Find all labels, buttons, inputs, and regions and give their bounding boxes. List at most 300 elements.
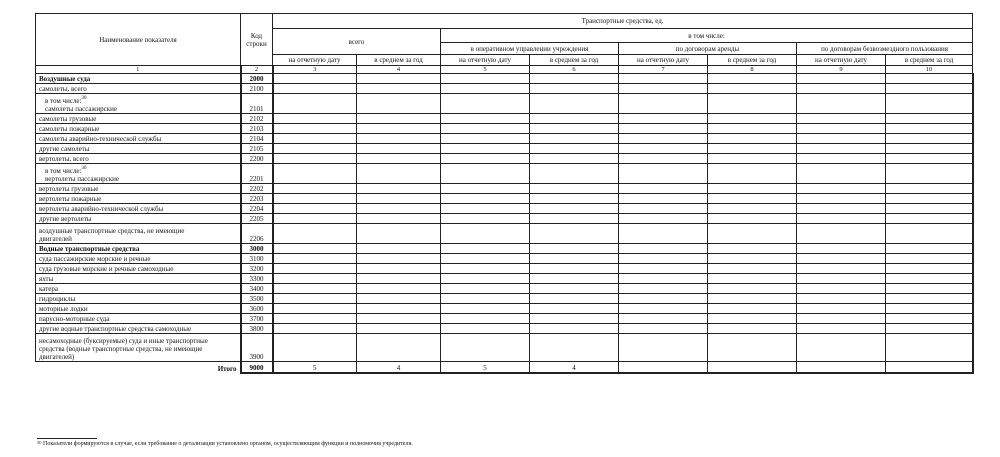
- value-cell[interactable]: [708, 194, 797, 204]
- value-cell[interactable]: [530, 124, 619, 134]
- value-cell[interactable]: [357, 154, 441, 164]
- value-cell[interactable]: [886, 294, 973, 304]
- table-row: [36, 314, 973, 324]
- value-cell[interactable]: [797, 74, 886, 84]
- value-cell[interactable]: [886, 194, 973, 204]
- value-cell[interactable]: [441, 194, 530, 204]
- value-cell[interactable]: [357, 214, 441, 224]
- value-cell[interactable]: [530, 94, 619, 114]
- value-cell[interactable]: [708, 304, 797, 314]
- value-cell[interactable]: [441, 324, 530, 334]
- value-cell[interactable]: [708, 164, 797, 184]
- row-code: 3600: [241, 304, 273, 314]
- value-cell[interactable]: [708, 84, 797, 94]
- row-label: катера: [36, 284, 241, 294]
- value-cell[interactable]: [708, 324, 797, 334]
- value-cell[interactable]: [441, 284, 530, 294]
- value-cell[interactable]: [441, 144, 530, 154]
- total-value-cell[interactable]: [797, 362, 886, 374]
- value-cell[interactable]: [530, 114, 619, 124]
- value-cell[interactable]: [708, 244, 797, 254]
- value-cell[interactable]: [273, 294, 357, 304]
- row-label: самолеты аварийно-технической службы: [36, 134, 241, 144]
- header-lease-agreements: по договорам аренды: [619, 43, 797, 55]
- value-cell[interactable]: [530, 194, 619, 204]
- value-cell[interactable]: [357, 94, 441, 114]
- row-label: самолеты, всего: [36, 84, 241, 94]
- table-row: [36, 294, 973, 304]
- table-row: [36, 84, 973, 94]
- value-cell[interactable]: [273, 324, 357, 334]
- total-value-cell[interactable]: 4: [530, 362, 619, 374]
- value-cell[interactable]: [530, 144, 619, 154]
- value-cell[interactable]: [273, 114, 357, 124]
- value-cell[interactable]: [530, 254, 619, 264]
- row-code: 3900: [241, 334, 273, 362]
- row-code: 2100: [241, 84, 273, 94]
- value-cell[interactable]: [273, 184, 357, 194]
- value-cell[interactable]: [619, 94, 708, 114]
- row-label-main: двигателей: [39, 235, 72, 243]
- value-cell[interactable]: [619, 134, 708, 144]
- row-code: 2202: [241, 184, 273, 194]
- table-row: [36, 184, 973, 194]
- value-cell[interactable]: [708, 204, 797, 214]
- value-cell[interactable]: [273, 264, 357, 274]
- value-cell[interactable]: [357, 314, 441, 324]
- value-cell[interactable]: [886, 204, 973, 214]
- value-cell[interactable]: [619, 324, 708, 334]
- table-row: [36, 124, 973, 134]
- value-cell[interactable]: [797, 134, 886, 144]
- value-cell[interactable]: [530, 324, 619, 334]
- value-cell[interactable]: [619, 74, 708, 84]
- value-cell[interactable]: [619, 84, 708, 94]
- value-cell[interactable]: [530, 204, 619, 214]
- value-cell[interactable]: [708, 214, 797, 224]
- value-cell[interactable]: [708, 294, 797, 304]
- value-cell[interactable]: [530, 74, 619, 84]
- value-cell[interactable]: [886, 274, 973, 284]
- column-number: 8: [708, 66, 797, 74]
- value-cell[interactable]: [708, 144, 797, 154]
- value-cell[interactable]: [357, 254, 441, 264]
- value-cell[interactable]: [441, 184, 530, 194]
- value-cell[interactable]: [273, 214, 357, 224]
- header-at-date: на отчетную дату: [441, 55, 530, 66]
- value-cell[interactable]: [797, 334, 886, 362]
- total-value-cell[interactable]: 5: [273, 362, 357, 374]
- value-cell[interactable]: [619, 154, 708, 164]
- value-cell[interactable]: [886, 224, 973, 244]
- value-cell[interactable]: [619, 224, 708, 244]
- value-cell[interactable]: [619, 194, 708, 204]
- row-code: 3700: [241, 314, 273, 324]
- row-code: 2205: [241, 214, 273, 224]
- value-cell[interactable]: [619, 184, 708, 194]
- header-name-column: Наименование показателя: [36, 14, 241, 66]
- value-cell[interactable]: [797, 84, 886, 94]
- value-cell[interactable]: [357, 274, 441, 284]
- row-label: гидроциклы: [36, 294, 241, 304]
- value-cell[interactable]: [273, 154, 357, 164]
- value-cell[interactable]: [357, 194, 441, 204]
- value-cell[interactable]: [273, 274, 357, 284]
- value-cell[interactable]: [441, 204, 530, 214]
- column-number: 6: [530, 66, 619, 74]
- row-label-prefix-text: в том числе:: [45, 97, 82, 105]
- value-cell[interactable]: [797, 254, 886, 264]
- value-cell[interactable]: [797, 214, 886, 224]
- table-row: [36, 274, 973, 284]
- value-cell[interactable]: [886, 324, 973, 334]
- row-code: 2102: [241, 114, 273, 124]
- value-cell[interactable]: [357, 144, 441, 154]
- value-cell[interactable]: [530, 304, 619, 314]
- row-code: 3400: [241, 284, 273, 294]
- value-cell[interactable]: [273, 84, 357, 94]
- row-code: 3000: [241, 244, 273, 254]
- value-cell[interactable]: [797, 124, 886, 134]
- value-cell[interactable]: [797, 284, 886, 294]
- value-cell[interactable]: [797, 264, 886, 274]
- row-label-line: двигателей): [39, 353, 75, 361]
- value-cell[interactable]: [357, 244, 441, 254]
- value-cell[interactable]: [797, 314, 886, 324]
- table-row: [36, 334, 973, 362]
- value-cell[interactable]: [357, 164, 441, 184]
- value-cell[interactable]: [886, 334, 973, 362]
- value-cell[interactable]: [530, 314, 619, 324]
- value-cell[interactable]: [357, 84, 441, 94]
- value-cell[interactable]: [441, 114, 530, 124]
- value-cell[interactable]: [708, 254, 797, 264]
- value-cell[interactable]: [441, 274, 530, 284]
- table-row: [36, 244, 973, 254]
- value-cell[interactable]: [797, 184, 886, 194]
- value-cell[interactable]: [273, 134, 357, 144]
- value-cell[interactable]: [797, 324, 886, 334]
- value-cell[interactable]: [797, 304, 886, 314]
- total-row: [36, 362, 973, 374]
- table-row: [36, 264, 973, 274]
- value-cell[interactable]: [708, 154, 797, 164]
- value-cell[interactable]: [441, 214, 530, 224]
- value-cell[interactable]: [441, 94, 530, 114]
- value-cell[interactable]: [708, 264, 797, 274]
- value-cell[interactable]: [441, 304, 530, 314]
- value-cell[interactable]: [708, 274, 797, 284]
- value-cell[interactable]: [441, 74, 530, 84]
- value-cell[interactable]: [357, 324, 441, 334]
- value-cell[interactable]: [273, 204, 357, 214]
- header-group-title: Транспортные средства, ед.: [273, 14, 973, 29]
- column-number: 5: [441, 66, 530, 74]
- row-code: 2000: [241, 74, 273, 84]
- table-row: [36, 194, 973, 204]
- table-row: [36, 144, 973, 154]
- header-avg-year: в среднем за год: [357, 55, 441, 66]
- value-cell[interactable]: [441, 334, 530, 362]
- value-cell[interactable]: [441, 124, 530, 134]
- row-code: 3500: [241, 294, 273, 304]
- value-cell[interactable]: [619, 274, 708, 284]
- value-cell[interactable]: [619, 214, 708, 224]
- footnote-reference: 30: [81, 96, 87, 101]
- value-cell[interactable]: [797, 154, 886, 164]
- value-cell[interactable]: [273, 244, 357, 254]
- row-label-prefix: воздушные транспортные средства, не имеющие: [39, 227, 185, 235]
- value-cell[interactable]: [530, 154, 619, 164]
- table-row: [36, 114, 973, 124]
- value-cell[interactable]: [797, 144, 886, 154]
- value-cell[interactable]: [619, 314, 708, 324]
- row-label: вертолеты грузовые: [36, 184, 241, 194]
- row-label-prefix: [39, 97, 237, 105]
- value-cell[interactable]: [797, 224, 886, 244]
- value-cell[interactable]: [797, 294, 886, 304]
- row-label: вертолеты, всего: [36, 154, 241, 164]
- value-cell[interactable]: [441, 254, 530, 264]
- value-cell[interactable]: [708, 74, 797, 84]
- value-cell[interactable]: [357, 204, 441, 214]
- row-label: другие самолеты: [36, 144, 241, 154]
- value-cell[interactable]: [619, 164, 708, 184]
- value-cell[interactable]: [273, 334, 357, 362]
- value-cell[interactable]: [273, 314, 357, 324]
- value-cell[interactable]: [273, 194, 357, 204]
- value-cell[interactable]: [619, 334, 708, 362]
- total-value-cell[interactable]: 5: [441, 362, 530, 374]
- table-row: [36, 214, 973, 224]
- value-cell[interactable]: [886, 184, 973, 194]
- value-cell[interactable]: [619, 144, 708, 154]
- row-label: суда грузовые морские и речные самоходные: [36, 264, 241, 274]
- value-cell[interactable]: [441, 314, 530, 324]
- value-cell[interactable]: [441, 164, 530, 184]
- value-cell[interactable]: [797, 244, 886, 254]
- total-value-cell[interactable]: [708, 362, 797, 374]
- value-cell[interactable]: [708, 184, 797, 194]
- column-number: 3: [273, 66, 357, 74]
- value-cell[interactable]: [708, 284, 797, 294]
- row-code: 2203: [241, 194, 273, 204]
- value-cell[interactable]: [797, 114, 886, 124]
- value-cell[interactable]: [441, 244, 530, 254]
- row-code: 2101: [241, 94, 273, 114]
- value-cell[interactable]: [441, 264, 530, 274]
- value-cell[interactable]: [708, 94, 797, 114]
- value-cell[interactable]: [708, 224, 797, 244]
- value-cell[interactable]: [530, 274, 619, 284]
- header-avg-year: в среднем за год: [530, 55, 619, 66]
- footnote-text: Показатели формируются в случае, если требование о детализации установлено органом, осуществляющим функции и полномочия учредителя.: [41, 441, 413, 447]
- value-cell[interactable]: [273, 74, 357, 84]
- transport-vehicles-table: [35, 13, 974, 374]
- value-cell[interactable]: [797, 194, 886, 204]
- row-label: Водные транспортные средства: [36, 244, 241, 254]
- row-code: 3200: [241, 264, 273, 274]
- value-cell[interactable]: [273, 144, 357, 154]
- value-cell[interactable]: [619, 244, 708, 254]
- total-value-cell[interactable]: [886, 362, 973, 374]
- value-cell[interactable]: [273, 224, 357, 244]
- value-cell[interactable]: [886, 244, 973, 254]
- value-cell[interactable]: [886, 94, 973, 114]
- value-cell[interactable]: [357, 74, 441, 84]
- value-cell[interactable]: [357, 124, 441, 134]
- table-body: [36, 74, 973, 374]
- table-row: [36, 94, 973, 114]
- footnote-marker: 30: [37, 440, 42, 445]
- header-at-date: на отчетную дату: [273, 55, 357, 66]
- header-free-use-agreements: по договорам безвозмездного пользования: [797, 43, 973, 55]
- value-cell[interactable]: [619, 284, 708, 294]
- row-label: суда пассажирские морские и речные: [36, 254, 241, 264]
- header-including: в том числе:: [441, 29, 973, 43]
- value-cell[interactable]: [886, 124, 973, 134]
- value-cell[interactable]: [530, 264, 619, 274]
- value-cell[interactable]: [441, 154, 530, 164]
- value-cell[interactable]: [357, 334, 441, 362]
- value-cell[interactable]: [530, 84, 619, 94]
- value-cell[interactable]: [886, 84, 973, 94]
- row-code: 3300: [241, 274, 273, 284]
- value-cell[interactable]: [530, 164, 619, 184]
- value-cell[interactable]: [886, 314, 973, 324]
- table-row: [36, 284, 973, 294]
- value-cell[interactable]: [357, 294, 441, 304]
- value-cell[interactable]: [797, 164, 886, 184]
- value-cell[interactable]: [619, 294, 708, 304]
- value-cell[interactable]: [886, 134, 973, 144]
- value-cell[interactable]: [886, 214, 973, 224]
- value-cell[interactable]: [357, 134, 441, 144]
- header-code-column: Код строки: [241, 14, 273, 66]
- table-row: [36, 164, 973, 184]
- value-cell[interactable]: [273, 304, 357, 314]
- table-row: [36, 134, 973, 144]
- value-cell[interactable]: [441, 84, 530, 94]
- row-label: Воздушные суда: [36, 74, 241, 84]
- row-label-main: вертолеты пассажирские: [45, 175, 119, 183]
- header-total: всего: [273, 29, 441, 55]
- value-cell[interactable]: [357, 114, 441, 124]
- value-cell[interactable]: [619, 254, 708, 264]
- value-cell[interactable]: [708, 334, 797, 362]
- table-row: [36, 324, 973, 334]
- row-label-line: средства (водные транспортные средства, не имеющие: [39, 345, 203, 353]
- column-number: 1: [36, 66, 241, 74]
- row-label: парусно-моторные суда: [36, 314, 241, 324]
- value-cell[interactable]: [530, 184, 619, 194]
- value-cell[interactable]: [530, 134, 619, 144]
- value-cell[interactable]: [273, 284, 357, 294]
- value-cell[interactable]: [708, 134, 797, 144]
- total-value-cell[interactable]: 4: [357, 362, 441, 374]
- row-label-prefix: [39, 167, 237, 175]
- value-cell[interactable]: [886, 264, 973, 274]
- value-cell[interactable]: [619, 264, 708, 274]
- total-value-cell[interactable]: [619, 362, 708, 374]
- value-cell[interactable]: [530, 224, 619, 244]
- row-label-main: самолеты пассажирские: [45, 105, 117, 113]
- value-cell[interactable]: [797, 94, 886, 114]
- value-cell[interactable]: [441, 294, 530, 304]
- table-row: [36, 304, 973, 314]
- value-cell[interactable]: [886, 254, 973, 264]
- row-label-line: несамоходные (буксируемые) суда и иные транспортные: [39, 337, 208, 345]
- value-cell[interactable]: [886, 304, 973, 314]
- value-cell[interactable]: [530, 294, 619, 304]
- value-cell[interactable]: [357, 304, 441, 314]
- row-label: [36, 224, 241, 244]
- row-code: 2206: [241, 224, 273, 244]
- value-cell[interactable]: [886, 144, 973, 154]
- header-at-date: на отчетную дату: [619, 55, 708, 66]
- value-cell[interactable]: [619, 204, 708, 214]
- value-cell[interactable]: [619, 304, 708, 314]
- value-cell[interactable]: [530, 334, 619, 362]
- value-cell[interactable]: [357, 184, 441, 194]
- value-cell[interactable]: [797, 204, 886, 214]
- row-code: 2103: [241, 124, 273, 134]
- column-number: 2: [241, 66, 273, 74]
- value-cell[interactable]: [886, 284, 973, 294]
- row-code: 2204: [241, 204, 273, 214]
- value-cell[interactable]: [797, 274, 886, 284]
- footnote: [37, 440, 413, 448]
- value-cell[interactable]: [273, 164, 357, 184]
- value-cell[interactable]: [708, 314, 797, 324]
- value-cell[interactable]: [886, 164, 973, 184]
- value-cell[interactable]: [441, 224, 530, 244]
- row-label: [36, 334, 241, 362]
- value-cell[interactable]: [886, 74, 973, 84]
- total-label: Итого: [36, 362, 241, 374]
- value-cell[interactable]: [708, 124, 797, 134]
- row-label: вертолеты аварийно-технической службы: [36, 204, 241, 214]
- header-avg-year: в среднем за год: [708, 55, 797, 66]
- column-number: 4: [357, 66, 441, 74]
- value-cell[interactable]: [619, 114, 708, 124]
- value-cell[interactable]: [273, 124, 357, 134]
- row-code: 2201: [241, 164, 273, 184]
- row-label: моторные лодки: [36, 304, 241, 314]
- value-cell[interactable]: [619, 124, 708, 134]
- value-cell[interactable]: [273, 94, 357, 114]
- value-cell[interactable]: [530, 284, 619, 294]
- value-cell[interactable]: [357, 224, 441, 244]
- column-number: 9: [797, 66, 886, 74]
- row-label: самолеты грузовые: [36, 114, 241, 124]
- row-label: самолеты пожарные: [36, 124, 241, 134]
- value-cell[interactable]: [530, 244, 619, 254]
- row-code: 3800: [241, 324, 273, 334]
- value-cell[interactable]: [357, 284, 441, 294]
- value-cell[interactable]: [530, 214, 619, 224]
- row-label: [36, 94, 241, 114]
- row-label: другие водные транспортные средства самоходные: [36, 324, 241, 334]
- table-row: [36, 224, 973, 244]
- row-label: другие вертолеты: [36, 214, 241, 224]
- value-cell[interactable]: [886, 114, 973, 124]
- value-cell[interactable]: [357, 264, 441, 274]
- value-cell[interactable]: [708, 114, 797, 124]
- value-cell[interactable]: [886, 154, 973, 164]
- value-cell[interactable]: [441, 134, 530, 144]
- value-cell[interactable]: [273, 254, 357, 264]
